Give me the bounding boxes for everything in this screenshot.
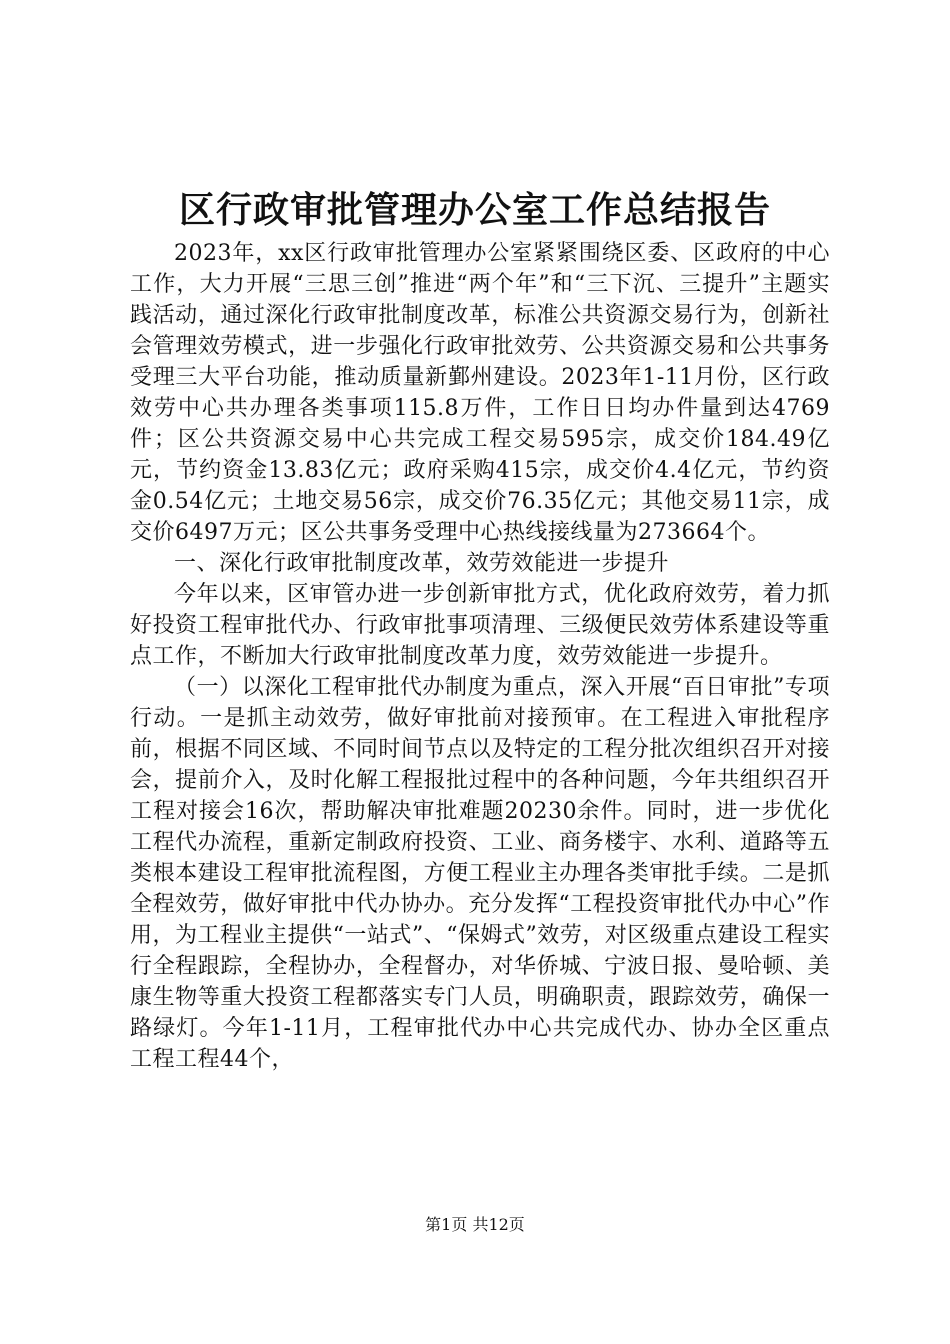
paragraph-subsection-1: （一）以深化工程审批代办制度为重点，深入开展“百日审批”专项行动。一是抓主动效劳，做好审批前对接预审。在工程进入审批程序前，根据不同区域、不同时间节点以及特定的工程分批次组织召开对接会，提前介入，及时化解工程报批过程中的各种问题，今年共组织召开工程对接会16次，帮助解决审批难题20230余件。同时，进一步优化工程代办流程，重新定制政府投资、工业、商务楼宇、水利、道路等五类根本建设工程审批流程图，方便工程业主办理各类审批手续。二是抓全程效劳，做好审批中代办协办。充分发挥“工程投资审批代办中心”作用，为工程业主提供“一站式”、“保姆式”效劳，对区级重点建设工程实行全程跟踪，全程协办，全程督办，对华侨城、宁波日报、曼哈顿、美康生物等重大投资工程都落实专门人员，明确职责，跟踪效劳，确保一路绿灯。今年1-11月，工程审批代办中心共完成代办、协办全区重点工程工程44个， — [130, 675, 830, 1072]
document-title: 区行政审批管理办公室工作总结报告 — [178, 189, 771, 231]
paragraph-section-1: 今年以来，区审管办进一步创新审批方式，优化政府效劳，着力抓好投资工程审批代办、行政审批事项清理、三级便民效劳体系建设等重点工作，不断加大行政审批制度改革力度，效劳效能进一步提升。 — [130, 582, 830, 669]
page-number: 第1页 共12页 — [425, 1215, 525, 1234]
document-body — [130, 238, 830, 1075]
paragraph-intro: 2023年，xx区行政审批管理办公室紧紧围绕区委、区政府的中心工作，大力开展“三思三创”推进“两个年”和“三下沉、三提升”主题实践活动，通过深化行政审批制度改革，标准公共资源交易行为，创新社会管理效劳模式，进一步强化行政审批效劳、公共资源交易和公共事务受理三大平台功能，推动质量新鄞州建设。2023年1-11月份，区行政效劳中心共办理各类事项115.8万件，工作日日均办件量到达4769件；区公共资源交易中心共完成工程交易595宗，成交价184.49亿元，节约资金13.83亿元；政府采购415宗，成交价4.4亿元，节约资金0.54亿元；土地交易56宗，成交价76.35亿元；其他交易11宗，成交价6497万元；区公共事务受理中心热线接线量为273664个。 — [130, 241, 830, 545]
section-heading-1: 一、深化行政审批制度改革，效劳效能进一步提升 — [174, 551, 670, 576]
